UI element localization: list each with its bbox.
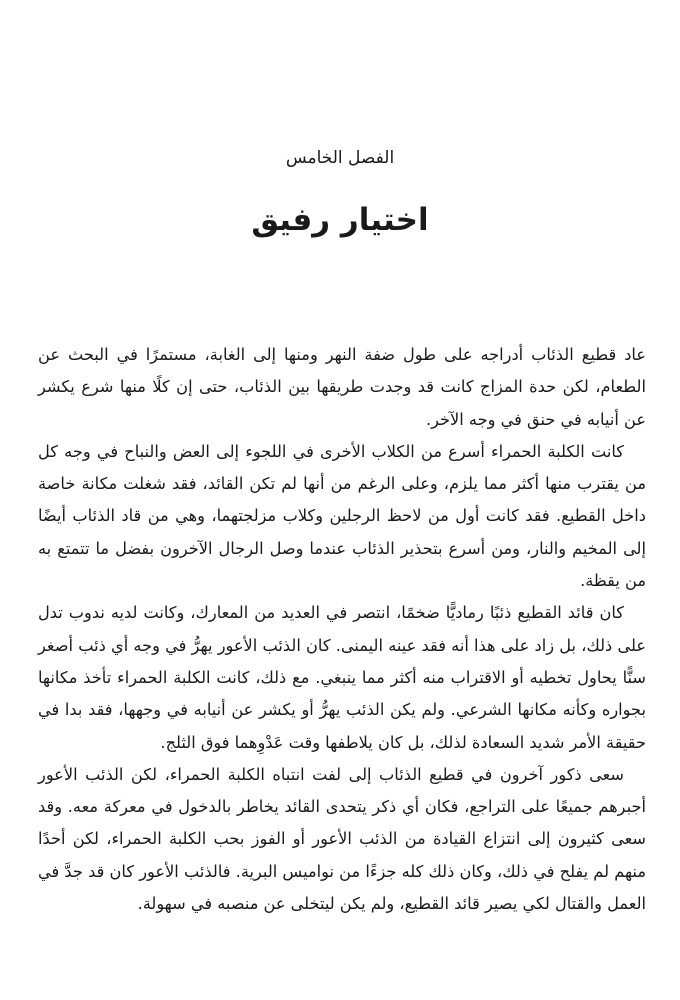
paragraph: سعى ذكور آخرون في قطيع الذئاب إلى لفت انتباه الكلبة الحمراء، لكن الذئب الأعور أجبرهم جميعًا على التراجع، فكان أي ذكر يتحدى القائد يخاطر بالدخول في معركة معه. وقد سعى كثيرون إلى انتزاع القيادة من الذئب الأعور أو الفوز بحب الكلبة الحمراء، لكن أحدًا منهم لم يفلح في ذلك، وكان ذلك كله جزءًا من نواميس البرية. فالذئب الأعور كان قد جدَّ في العمل والقتال لكي يصير قائد القطيع، ولم يكن ليتخلى عن منصبه في سهولة.	[38, 764, 646, 914]
paragraph: عاد قطيع الذئاب أدراجه على طول ضفة النهر ومنها إلى الغابة، مستمرًا في البحث عن الطعام، لكن حدة المزاج كانت قد وجدت طريقها بين الذئاب، حتى إن كلًا منها شرع يكشر عن أنيابه في حنق في وجه الآخر.	[38, 345, 646, 429]
paragraph: كانت الكلبة الحمراء أسرع من الكلاب الأخرى في اللجوء إلى العض والنباح في وجه كل من يقترب منها أكثر مما يلزم، وعلى الرغم من أنها لم تكن القائد، فقد شغلت مكانة خاصة داخل القطيع. فقد كانت أول من لاحظ الرجلين وكلاب مزلجتهما، وهي من قاد الذئاب أيضًا إلى المخيم والنار، ومن أسرع بتحذير الذئاب عندما وصل الرجال الآخرون بفضل ما تتمتع به من يقظة.	[38, 441, 646, 591]
chapter-number: الفصل الخامس	[285, 148, 395, 168]
chapter-body	[38, 339, 646, 920]
chapter-title: اختيار رفيق	[251, 202, 429, 238]
paragraph: كان قائد القطيع ذئبًا رماديًّا ضخمًا، انتصر في العديد من المعارك، وكانت لديه ندوب تدل على ذلك، بل زاد على هذا أنه فقد عينه اليمنى. كان الذئب الأعور يهرُّ في وجه أي ذئب أصغر سنًّا يحاول تخطيه أو الاقتراب منه أكثر مما ينبغي. مع ذلك، كانت الكلبة الحمراء تأخذ مكانها بجواره وكأنه مكانها الشرعي. ولم يكن الذئب يهرُّ أو يكشر عن أنيابه في وجهها، فقد بدا في حقيقة الأمر شديد السعادة لذلك، بل كان يلاطفها وقت عَدْوِهما فوق الثلج.	[38, 603, 646, 752]
